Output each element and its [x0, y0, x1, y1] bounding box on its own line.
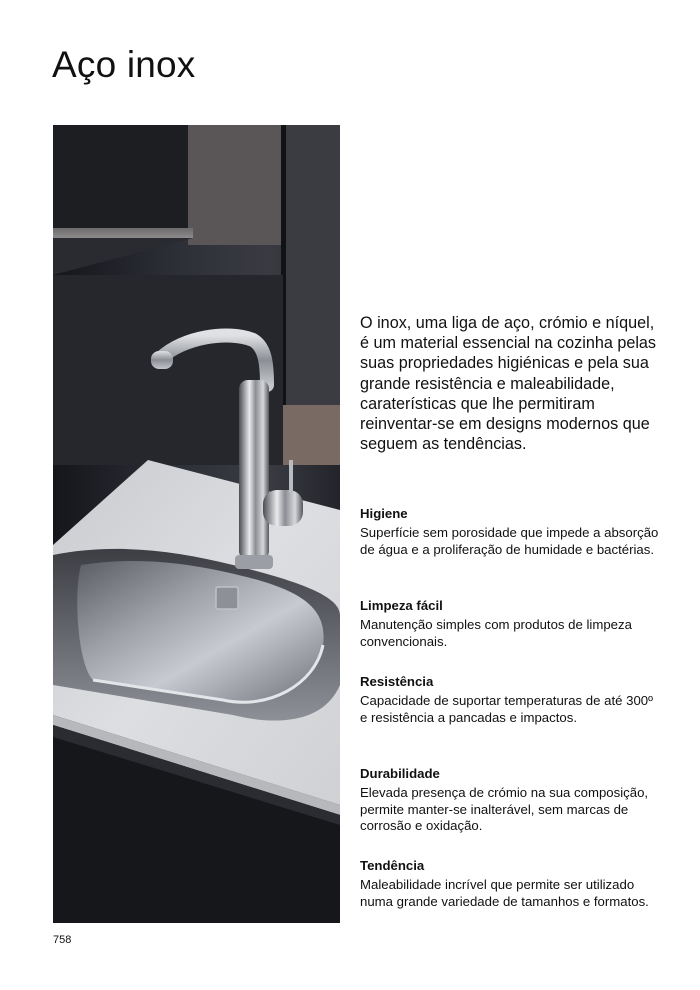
feature-item-durabilidade [360, 766, 660, 835]
feature-text: Capacidade de suportar temperaturas de até 300º e resistência a pancadas e impactos. [360, 693, 653, 725]
feature-heading: Limpeza fácil [360, 598, 443, 613]
feature-item-higiene [360, 506, 660, 558]
page-number: 758 [53, 934, 72, 946]
page-title: Aço inox [52, 44, 196, 85]
intro-paragraph: O inox, uma liga de aço, crómio e níquel, é um material essencial na cozinha pelas suas propriedades higiénicas e pela sua grande resistência e maleabilidade, caraterísticas que lhe permitiram reinventar-se em designs modernos que seguem as tendências. [360, 314, 657, 454]
kitchen-sink-photo [53, 125, 340, 923]
feature-text: Manutenção simples com produtos de limpeza convencionais. [360, 617, 632, 649]
feature-text: Elevada presença de crómio na sua composição, permite manter-se inalterável, sem marcas de corrosão e oxidação. [360, 785, 649, 834]
feature-heading: Tendência [360, 858, 425, 873]
feature-heading: Durabilidade [360, 766, 440, 781]
feature-text: Maleabilidade incrível que permite ser utilizado numa grande variedade de tamanhos e formatos. [360, 877, 649, 909]
feature-item-limpeza-facil [360, 598, 660, 650]
feature-text: Superfície sem porosidade que impede a absorção de água e a proliferação de humidade e bactérias. [360, 525, 659, 557]
feature-item-tendencia [360, 858, 660, 910]
feature-heading: Higiene [360, 506, 408, 521]
feature-item-resistencia [360, 674, 660, 726]
feature-heading: Resistência [360, 674, 434, 689]
